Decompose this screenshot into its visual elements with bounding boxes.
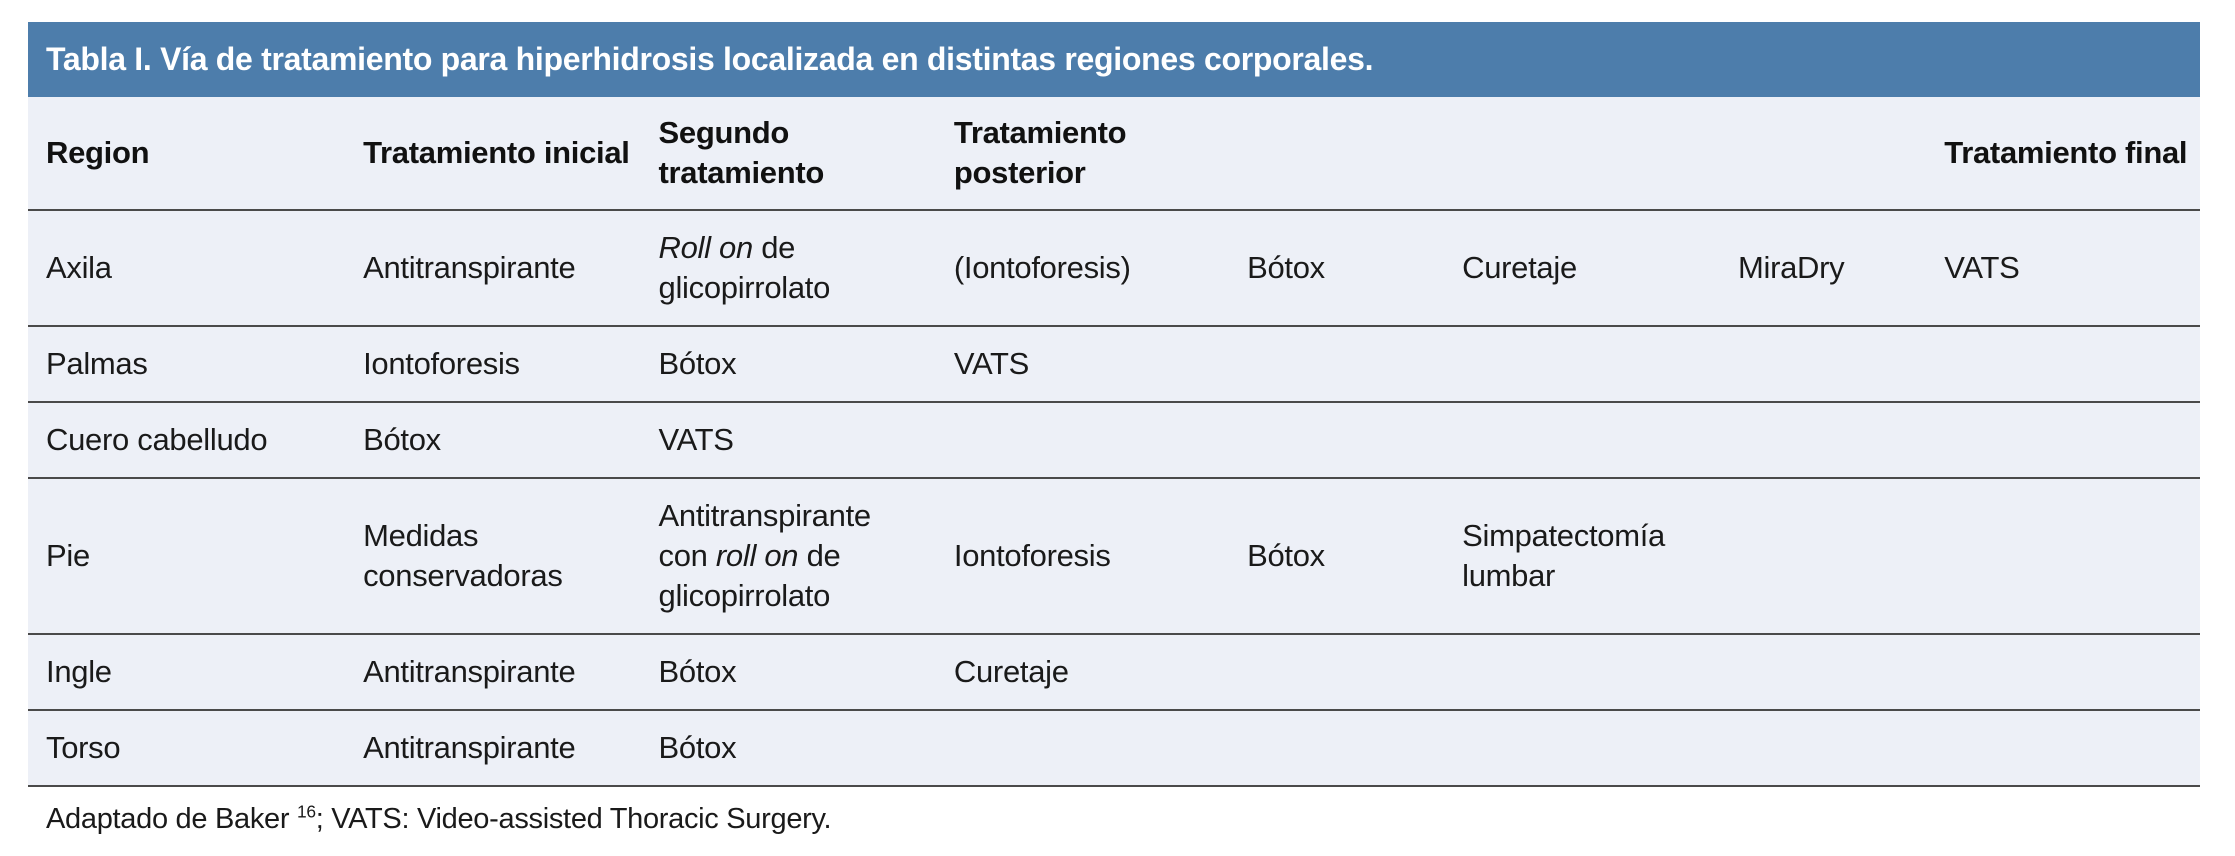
- table-row: [28, 634, 2200, 710]
- treatment-cell: [1720, 326, 1926, 402]
- treatment-cell: [641, 634, 936, 710]
- cell-text: Curetaje: [1462, 250, 1577, 285]
- table-row: [28, 478, 2200, 634]
- cell-text: Torso: [46, 730, 121, 765]
- treatment-cell: [345, 478, 640, 634]
- table-header: [28, 97, 2200, 210]
- treatment-cell: [1444, 478, 1720, 634]
- column-header-4: Tratamiento posterior: [936, 97, 1229, 210]
- table-title-bar: [28, 22, 2200, 97]
- treatment-cell: [1444, 710, 1720, 786]
- cell-text: de glicopirrolato: [658, 538, 841, 613]
- region-cell: [28, 478, 345, 634]
- table-row: [28, 326, 2200, 402]
- treatment-cell: [1229, 210, 1444, 326]
- treatment-cell: [1229, 402, 1444, 478]
- cell-text: Iontoforesis: [363, 346, 520, 381]
- table-body: [28, 210, 2200, 786]
- column-header-7: [1720, 97, 1926, 210]
- footnote-text: ; VATS: Video-assisted Thoracic Surgery.: [315, 803, 832, 835]
- treatment-cell: [641, 478, 936, 634]
- treatment-cell: [1444, 634, 1720, 710]
- column-header-1: Region: [28, 97, 345, 210]
- treatment-cell: [936, 326, 1229, 402]
- column-header-5: [1229, 97, 1444, 210]
- treatment-cell: [1720, 478, 1926, 634]
- cell-text: Antitranspirante: [363, 730, 576, 765]
- treatment-cell: [1229, 478, 1444, 634]
- treatment-cell: [641, 710, 936, 786]
- treatment-cell: [641, 210, 936, 326]
- treatment-cell: [345, 402, 640, 478]
- treatment-cell: [936, 210, 1229, 326]
- treatment-cell: [1720, 634, 1926, 710]
- cell-text: Antitranspirante: [363, 250, 576, 285]
- cell-text: Pie: [46, 538, 90, 573]
- treatment-cell: [1926, 402, 2200, 478]
- cell-text: Roll on: [658, 230, 753, 265]
- cell-text: roll on: [715, 538, 799, 573]
- treatment-cell: [1926, 710, 2200, 786]
- table-title: Tabla I. Vía de tratamiento para hiperhidrosis localizada en distintas regiones corporales.: [46, 41, 1374, 77]
- cell-text: Bótox: [658, 654, 737, 689]
- cell-text: Iontoforesis: [953, 538, 1111, 573]
- column-header-8: Tratamiento final: [1926, 97, 2200, 210]
- treatment-cell: [1926, 210, 2200, 326]
- cell-text: Antitranspirante: [363, 654, 576, 689]
- table-row: [28, 210, 2200, 326]
- cell-text: Simpatectomía lumbar: [1462, 518, 1665, 593]
- treatment-cell: [936, 710, 1229, 786]
- table-row: [28, 710, 2200, 786]
- cell-text: Ingle: [46, 654, 112, 689]
- cell-text: Medidas conservadoras: [363, 518, 563, 593]
- treatment-cell: [345, 710, 640, 786]
- column-header-3: Segundo tratamiento: [641, 97, 936, 210]
- treatment-cell: [345, 210, 640, 326]
- treatment-cell: [1444, 402, 1720, 478]
- cell-text: Palmas: [46, 346, 148, 381]
- region-cell: [28, 402, 345, 478]
- treatment-cell: [936, 634, 1229, 710]
- treatment-cell: [1720, 710, 1926, 786]
- treatment-cell: [641, 402, 936, 478]
- cell-text: Curetaje: [953, 654, 1069, 689]
- table-row: [28, 402, 2200, 478]
- region-cell: [28, 326, 345, 402]
- cell-text: VATS: [953, 346, 1030, 381]
- table-grid: [28, 97, 2200, 787]
- header-row: [28, 97, 2200, 210]
- treatment-cell: [1720, 210, 1926, 326]
- column-header-2: Tratamiento inicial: [345, 97, 640, 210]
- region-cell: [28, 634, 345, 710]
- treatment-cell: [1926, 326, 2200, 402]
- cell-text: VATS: [1944, 250, 2020, 285]
- cell-text: Bótox: [1247, 538, 1325, 573]
- region-cell: [28, 710, 345, 786]
- cell-text: de glicopirrolato: [658, 230, 831, 305]
- region-cell: [28, 210, 345, 326]
- cell-text: MiraDry: [1737, 250, 1845, 285]
- treatment-cell: [1444, 210, 1720, 326]
- treatment-table: [28, 22, 2200, 836]
- treatment-cell: [936, 402, 1229, 478]
- cell-text: Axila: [46, 250, 112, 285]
- treatment-cell: [1720, 402, 1926, 478]
- treatment-cell: [1229, 710, 1444, 786]
- cell-text: VATS: [658, 422, 734, 457]
- cell-text: Antitranspirante con: [658, 498, 871, 573]
- cell-text: (Iontoforesis): [953, 250, 1131, 285]
- cell-text: Bótox: [658, 730, 737, 765]
- cell-text: Bótox: [658, 346, 737, 381]
- table-footnote: [28, 787, 2200, 836]
- column-header-6: [1444, 97, 1720, 210]
- footnote-reference-number: 16: [296, 801, 316, 822]
- treatment-cell: [345, 326, 640, 402]
- cell-text: Bótox: [363, 422, 441, 457]
- treatment-cell: [1926, 634, 2200, 710]
- treatment-cell: [1229, 326, 1444, 402]
- treatment-cell: [345, 634, 640, 710]
- treatment-cell: [1926, 478, 2200, 634]
- treatment-cell: [641, 326, 936, 402]
- treatment-cell: [1229, 634, 1444, 710]
- cell-text: Cuero cabelludo: [46, 422, 268, 457]
- footnote-text: Adaptado de Baker: [46, 803, 297, 835]
- cell-text: Bótox: [1247, 250, 1325, 285]
- treatment-cell: [936, 478, 1229, 634]
- treatment-cell: [1444, 326, 1720, 402]
